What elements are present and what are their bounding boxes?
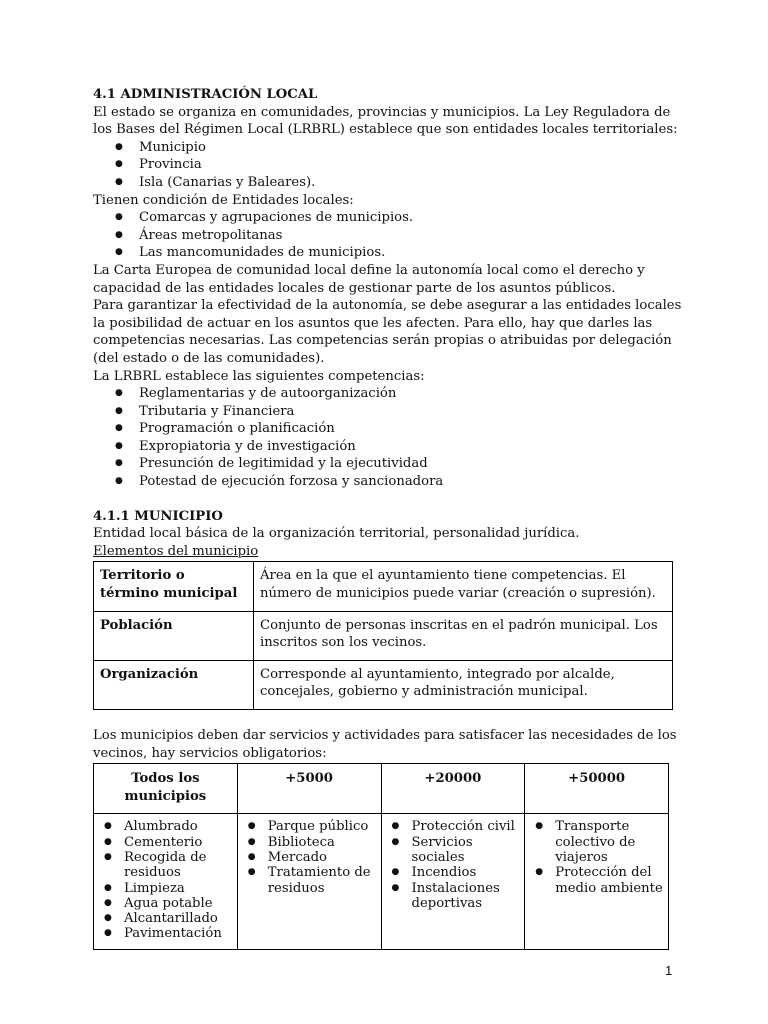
list-item: ● Limpieza <box>98 881 233 896</box>
list-item: ● Reglamentarias y de autoorganización <box>93 385 683 403</box>
table-cell-key: Organización <box>94 660 254 709</box>
list-item: ● Alcantarillado <box>98 911 233 926</box>
services-intro: Los municipios deben dar servicios y actividades para satisfacer las necesidades de los vecinos, hay servicios obligatorios: <box>93 728 677 761</box>
table-row <box>94 660 673 709</box>
list-item: ● Biblioteca <box>242 835 377 850</box>
list-item: ● Tratamiento de residuos <box>242 865 377 896</box>
list-item: ● Servicios sociales <box>386 835 521 866</box>
section-title: 4.1 ADMINISTRACIÓN LOCAL <box>93 87 318 102</box>
page-number: 1 <box>665 963 673 978</box>
list-item: ● Áreas metropolitanas <box>93 227 683 245</box>
list-item: ● Protección del medio ambiente <box>529 865 664 896</box>
document-page <box>93 86 683 950</box>
services-cell-20000 <box>381 814 525 950</box>
local-entities-intro: Tienen condición de Entidades locales: <box>93 192 354 208</box>
list-item: ● Protección civil <box>386 819 521 834</box>
list-item: ● Programación o planificación <box>93 420 683 438</box>
list-item: ● Municipio <box>93 139 683 157</box>
services-cell-50000 <box>525 814 669 950</box>
column-header: +50000 <box>525 764 669 814</box>
list-item: ● Parque público <box>242 819 377 834</box>
table-header-row <box>94 764 669 814</box>
list-item: ● Pavimentación <box>98 926 233 941</box>
services-table <box>93 763 669 950</box>
list-item: ● Provincia <box>93 156 683 174</box>
column-header: +5000 <box>237 764 381 814</box>
table-cell-value: Conjunto de personas inscritas en el padrón municipal. Los inscritos son los vecinos. <box>254 611 673 660</box>
list-item: ● Expropiatoria y de investigación <box>93 438 683 456</box>
territorial-entities-list <box>93 139 683 192</box>
list-item: ● Incendios <box>386 865 521 880</box>
list-item: ● Recogida de residuos <box>98 850 233 881</box>
autonomia-paragraph: Para garantizar la efectividad de la autonomía, se debe asegurar a las entidades locales la posibilidad de actuar en los asuntos que les afecten. Para ello, hay que darles las competencias necesarias. Las competencias serán propias o atribuidas por delegación (del estado o de las comunidades). <box>93 298 682 366</box>
services-cell-5000 <box>237 814 381 950</box>
intro-paragraph: El estado se organiza en comunidades, provincias y municipios. La Ley Reguladora de los Bases del Régimen Local (LRBRL) establece que son entidades locales territoriales: <box>93 104 678 138</box>
table-cell-value: Corresponde al ayuntamiento, integrado por alcalde, concejales, gobierno y administración municipal. <box>254 660 673 709</box>
table-row <box>94 562 673 611</box>
list-item: ● Potestad de ejecución forzosa y sancionadora <box>93 473 683 491</box>
table-row <box>94 611 673 660</box>
municipio-title: 4.1.1 MUNICIPIO <box>93 508 223 524</box>
list-item: ● Transporte colectivo de viajeros <box>529 819 664 865</box>
table-cell-key: Territorio o término municipal <box>94 562 254 611</box>
list-item: ● Instalaciones deportivas <box>386 881 521 912</box>
column-header: +20000 <box>381 764 525 814</box>
list-item: ● Comarcas y agrupaciones de municipios. <box>93 209 683 227</box>
column-header: Todos los municipios <box>94 764 238 814</box>
table-cell-value: Área en la que el ayuntamiento tiene competencias. El número de municipios puede variar (creación o supresión). <box>254 562 673 611</box>
list-item: ● Presunción de legitimidad y la ejecutividad <box>93 455 683 473</box>
table-row <box>94 814 669 950</box>
list-item: ● Alumbrado <box>98 819 233 834</box>
list-item: ● Agua potable <box>98 896 233 911</box>
competencias-list <box>93 385 683 491</box>
services-cell-todos <box>94 814 238 950</box>
list-item: ● Mercado <box>242 850 377 865</box>
list-item: ● Isla (Canarias y Baleares). <box>93 174 683 192</box>
elements-table <box>93 561 673 710</box>
list-item: ● Tributaria y Financiera <box>93 403 683 421</box>
carta-paragraph: La Carta Europea de comunidad local define la autonomía local como el derecho y capacidad de las entidades locales de gestionar parte de los asuntos públicos. <box>93 262 645 296</box>
municipio-definition: Entidad local básica de la organización territorial, personalidad jurídica. <box>93 526 580 542</box>
local-entities-list <box>93 209 683 262</box>
elements-label: Elementos del municipio <box>93 543 259 559</box>
competencias-intro: La LRBRL establece las siguientes competencias: <box>93 368 425 384</box>
table-cell-key: Población <box>94 611 254 660</box>
list-item: ● Cementerio <box>98 835 233 850</box>
list-item: ● Las mancomunidades de municipios. <box>93 244 683 262</box>
